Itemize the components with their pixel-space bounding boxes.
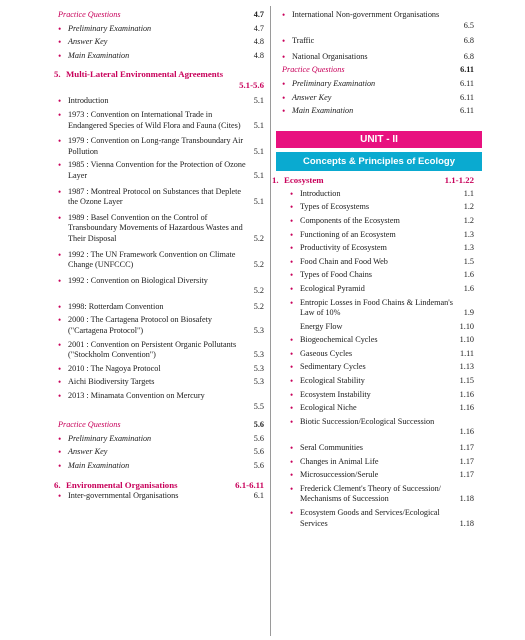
toc-entry[interactable]: • Functioning of an Ecosystem 1.3 [282, 230, 474, 241]
toc-entry[interactable]: • 1992 : Convention on Biological Diversity [58, 276, 264, 287]
toc-entry[interactable]: • 2013 : Minamata Convention on Mercury [58, 391, 264, 402]
left-column: Practice Questions 4.7 • Preliminary Examination 4.7 • Answer Key 4.8 • Main Examination 4.8 5. Multi-Lateral Environmental Agreements 5.1-5.6 • Introduction 5.1 • 1973 : Convention on International Trade in Endangered Species of Wild Flora and Fauna (Cites) 5.1 • 1979 : Convention on Long-range Transboundary Air Pollution 5.1 • 1985 : Vienna Convention for the Protection of Ozone Layer 5.1 • 1987 : Montreal Protocol on Substances that Deplete the Ozone Layer 5.1 • 1989 : Basel Convention on the Control of Transboundary Movements of Hazardous Wastes and Their Disposal 5.2 • 1992 : The UN Framework Convention on Climate Change (UNFCCC) 5.2 • 1992 : Convention on Biological Diversity 5.2 • 1998: Rotterdam Convention 5.2 • 2000 : The Cartagena Protocol on Biosafety ("Cartagena Protocol") 5.3 • 2001 : Convention on Persistent Organic Pollutants ("Stockholm Convention") 5.3 • 2010 : The Nagoya Protocol 5.3 • Aichi Biodiversity Targets 5.3 • 2013 : Minamata Convention on Mercury 5.5 Practice Questions 5.6 • Preliminary Examination 5.6 • Answer Key 5.6 • Main Examination 5.6 6. Environmental Organisations 6.1-6.11 • Inter-governmental Organisations 6.1 [58, 10, 264, 501]
section-heading-6[interactable]: 6. Environmental Organisations 6.1-6.11 [54, 479, 264, 490]
right-column: • International Non-government Organisations 6.5 • Traffic 6.8 • National Organisations 6.8 Practice Questions 6.11 • Preliminary Examination 6.11 • Answer Key 6.11 • Main Examination 6.11 UNIT - II Concepts & Principles of Ecology 1. Ecosystem 1.1-1.22 • Introduction 1.1 • Types of Ecosystems 1.2 • Components of the Ecosystem 1.2 • Functioning of an Ecosystem 1.3 • Productivity of Ecosystem 1.3 • Food Chain and Food Web 1.5 • Types of Food Chains 1.6 • Ecological Pyramid 1.6 • Entropic Losses in Food Chains & Lindeman's Law of 10% 1.9 Energy Flow 1.10 • Biogeochemical Cycles 1.10 • Gaseous Cycles 1.11 • Sedimentary Cycles 1.13 • Ecological Stability 1.15 • Ecosystem Instability 1.16 • Ecological Niche 1.16 • Biotic Succession/Ecological Succession 1.16 • Seral Communities 1.17 • Changes in Animal Life 1.17 • Microsuccession/Serule 1.17 • Frederick Clement's Theory of Succession/ Mechanisms of Succession 1.18 • Ecosystem Goods and Services/Ecological Services 1.18 [282, 10, 474, 529]
toc-entry[interactable]: • 2001 : Convention on Persistent Organic Pollutants ("Stockholm Convention") 5.3 [58, 340, 264, 361]
toc-entry[interactable]: • Aichi Biodiversity Targets 5.3 [58, 377, 264, 388]
toc-entry[interactable]: • Preliminary Examination 6.11 [282, 79, 474, 90]
toc-entry[interactable]: • Ecological Stability 1.15 [282, 376, 474, 387]
toc-entry[interactable]: • Ecological Niche 1.16 [282, 403, 474, 414]
toc-entry[interactable]: • Frederick Clement's Theory of Succession/ Mechanisms of Succession 1.18 [282, 484, 474, 505]
section-heading-1[interactable]: 1. Ecosystem 1.1-1.22 [272, 174, 474, 185]
toc-entry[interactable]: • Microsuccession/Serule 1.17 [282, 470, 474, 481]
toc-entry[interactable]: Energy Flow 1.10 [300, 321, 474, 331]
toc-entry[interactable]: • Biogeochemical Cycles 1.10 [282, 335, 474, 346]
section-range: 6.1-6.11 [235, 479, 264, 490]
toc-entry[interactable]: • Gaseous Cycles 1.11 [282, 349, 474, 360]
toc-entry-practice-questions[interactable]: Practice Questions 4.7 [58, 10, 264, 19]
toc-entry[interactable]: • 1985 : Vienna Convention for the Protection of Ozone Layer 5.1 [58, 160, 264, 181]
toc-entry[interactable]: • Entropic Losses in Food Chains & Lindeman's Law of 10% 1.9 [282, 298, 474, 319]
toc-entry[interactable]: • Productivity of Ecosystem 1.3 [282, 243, 474, 254]
toc-entry[interactable]: • 1989 : Basel Convention on the Control of Transboundary Movements of Hazardous Wastes and Their Disposal 5.2 [58, 213, 264, 245]
toc-entry[interactable]: • 2000 : The Cartagena Protocol on Biosafety ("Cartagena Protocol") 5.3 [58, 315, 264, 336]
toc-entry[interactable]: • Ecological Pyramid 1.6 [282, 284, 474, 295]
toc-entry[interactable]: • Changes in Animal Life 1.17 [282, 457, 474, 468]
toc-entry[interactable]: • Types of Food Chains 1.6 [282, 270, 474, 281]
column-divider [270, 6, 271, 636]
toc-entry[interactable]: • Seral Communities 1.17 [282, 443, 474, 454]
toc-entry[interactable]: • International Non-government Organisations [282, 10, 474, 21]
toc-entry[interactable]: • Answer Key 6.11 [282, 93, 474, 104]
toc-entry[interactable]: • Answer Key 5.6 [58, 447, 264, 458]
toc-entry[interactable]: • Main Examination 4.8 [58, 51, 264, 62]
toc-entry[interactable]: • 1973 : Convention on International Trade in Endangered Species of Wild Flora and Fauna (Cites) 5.1 [58, 110, 264, 131]
toc-entry[interactable]: • Inter-governmental Organisations 6.1 [58, 491, 264, 502]
toc-entry[interactable]: • 1987 : Montreal Protocol on Substances that Deplete the Ozone Layer 5.1 [58, 187, 264, 208]
toc-entry[interactable]: • 1992 : The UN Framework Convention on Climate Change (UNFCCC) 5.2 [58, 250, 264, 271]
section-range: 1.1-1.22 [444, 174, 474, 185]
toc-entry[interactable]: • Components of the Ecosystem 1.2 [282, 216, 474, 227]
section-range: 5.1-5.6 [239, 80, 264, 91]
toc-entry[interactable]: • Types of Ecosystems 1.2 [282, 202, 474, 213]
toc-entry[interactable]: • Ecosystem Goods and Services/Ecological Services 1.18 [282, 508, 474, 529]
toc-entry[interactable]: • 2010 : The Nagoya Protocol 5.3 [58, 364, 264, 375]
toc-entry[interactable]: • Preliminary Examination 5.6 [58, 434, 264, 445]
unit-subtitle-banner: Concepts & Principles of Ecology [276, 152, 482, 171]
toc-entry[interactable]: • Sedimentary Cycles 1.13 [282, 362, 474, 373]
toc-entry-practice-questions[interactable]: Practice Questions 6.11 [282, 65, 474, 75]
toc-entry[interactable]: • Ecosystem Instability 1.16 [282, 390, 474, 401]
toc-entry[interactable]: • National Organisations 6.8 [282, 52, 474, 63]
toc-entry[interactable]: • Biotic Succession/Ecological Succession [282, 417, 474, 428]
toc-entry[interactable]: • Traffic 6.8 [282, 36, 474, 47]
toc-entry[interactable]: • Preliminary Examination 4.7 [58, 24, 264, 35]
toc-entry-practice-questions[interactable]: Practice Questions 5.6 [58, 420, 264, 430]
toc-entry[interactable]: • Main Examination 5.6 [58, 461, 264, 472]
unit-title-banner: UNIT - II [276, 131, 482, 148]
toc-entry[interactable]: • Food Chain and Food Web 1.5 [282, 257, 474, 268]
toc-entry[interactable]: • 1979 : Convention on Long-range Transboundary Air Pollution 5.1 [58, 136, 264, 157]
toc-entry[interactable]: • Introduction 1.1 [282, 189, 474, 200]
toc-entry[interactable]: • 1998: Rotterdam Convention 5.2 [58, 302, 264, 313]
toc-entry[interactable]: • Introduction 5.1 [58, 96, 264, 107]
toc-entry[interactable]: • Answer Key 4.8 [58, 37, 264, 48]
section-heading-5[interactable]: 5. Multi-Lateral Environmental Agreements [54, 69, 224, 80]
toc-entry[interactable]: • Main Examination 6.11 [282, 106, 474, 117]
